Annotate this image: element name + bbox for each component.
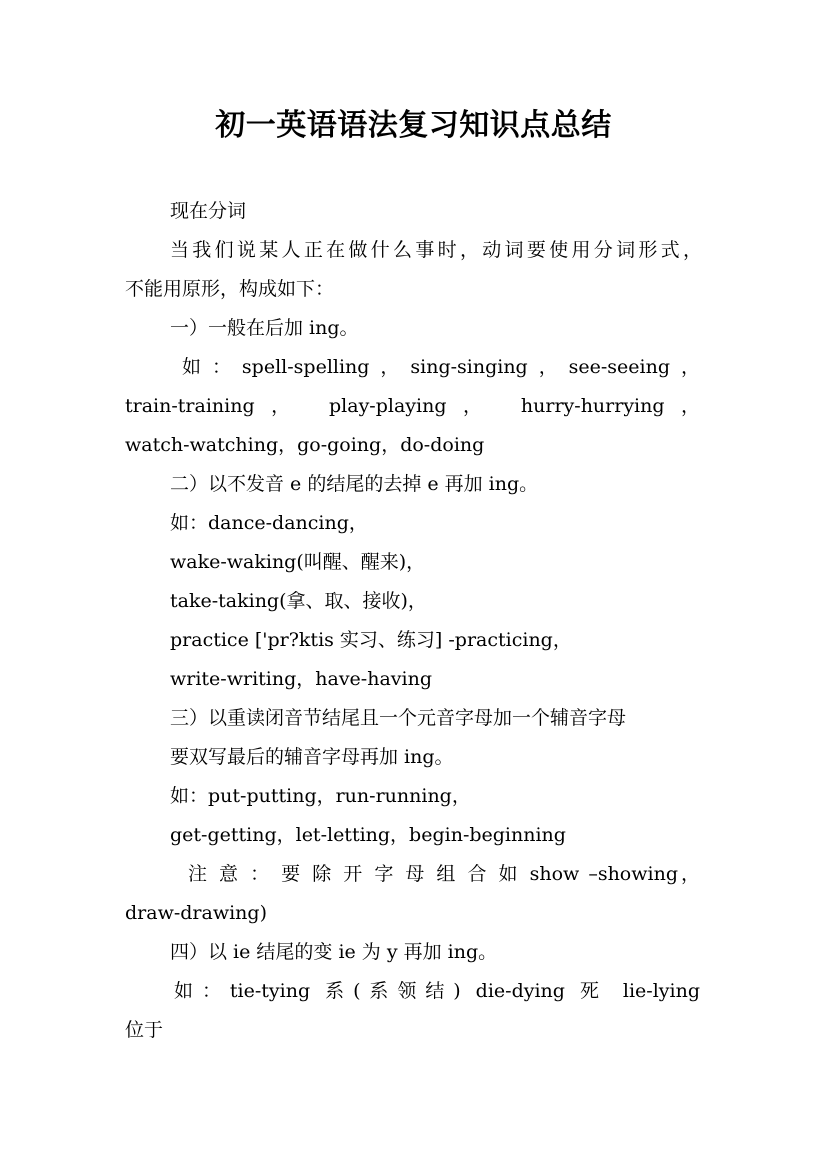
rule-heading: 要双写最后的辅音字母再加 ing。 xyxy=(170,746,454,768)
example-line: 如：put-putting，run-running， xyxy=(170,785,471,807)
example-line: 如：tie-tying 系(系领结) die-dying 死 lie-lying xyxy=(174,980,700,1002)
example-line: 如：dance-dancing， xyxy=(170,512,368,534)
section-heading: 现在分词 xyxy=(170,200,247,222)
paragraph-line: 当我们说某人正在做什么事时，动词要使用分词形式， xyxy=(170,239,702,261)
document-title: 初一英语语法复习知识点总结 xyxy=(215,108,612,143)
rule-heading: 四）以 ie 结尾的变 ie 为 y 再加 ing。 xyxy=(170,941,498,963)
example-line: 位于 xyxy=(125,1019,164,1041)
example-line: train-training， play-playing， hurry-hurrying， xyxy=(125,395,700,417)
note-line: 注 意 ： 要 除 开 字 母 组 合 如 show –showing， xyxy=(188,863,700,885)
example-line: get-getting，let-letting，begin-beginning xyxy=(170,824,566,846)
example-line: write-writing，have-having xyxy=(170,668,432,690)
rule-heading: 一）一般在后加 ing。 xyxy=(170,317,359,339)
example-line: 如：spell-spelling，sing-singing，see-seeing， xyxy=(182,356,700,378)
paragraph-line: 不能用原形，构成如下： xyxy=(125,278,335,300)
rule-heading: 二）以不发音 e 的结尾的去掉 e 再加 ing。 xyxy=(170,473,539,495)
example-line: watch-watching，go-going，do-doing xyxy=(125,434,485,456)
example-line: wake-waking(叫醒、醒来)， xyxy=(170,551,426,573)
example-line: take-taking(拿、取、接收)， xyxy=(170,590,427,612)
example-line: practice ['pr?ktis 实习、练习] -practicing， xyxy=(170,629,572,651)
rule-heading: 三）以重读闭音节结尾且一个元音字母加一个辅音字母 xyxy=(170,707,627,729)
note-line: draw-drawing) xyxy=(125,902,267,924)
